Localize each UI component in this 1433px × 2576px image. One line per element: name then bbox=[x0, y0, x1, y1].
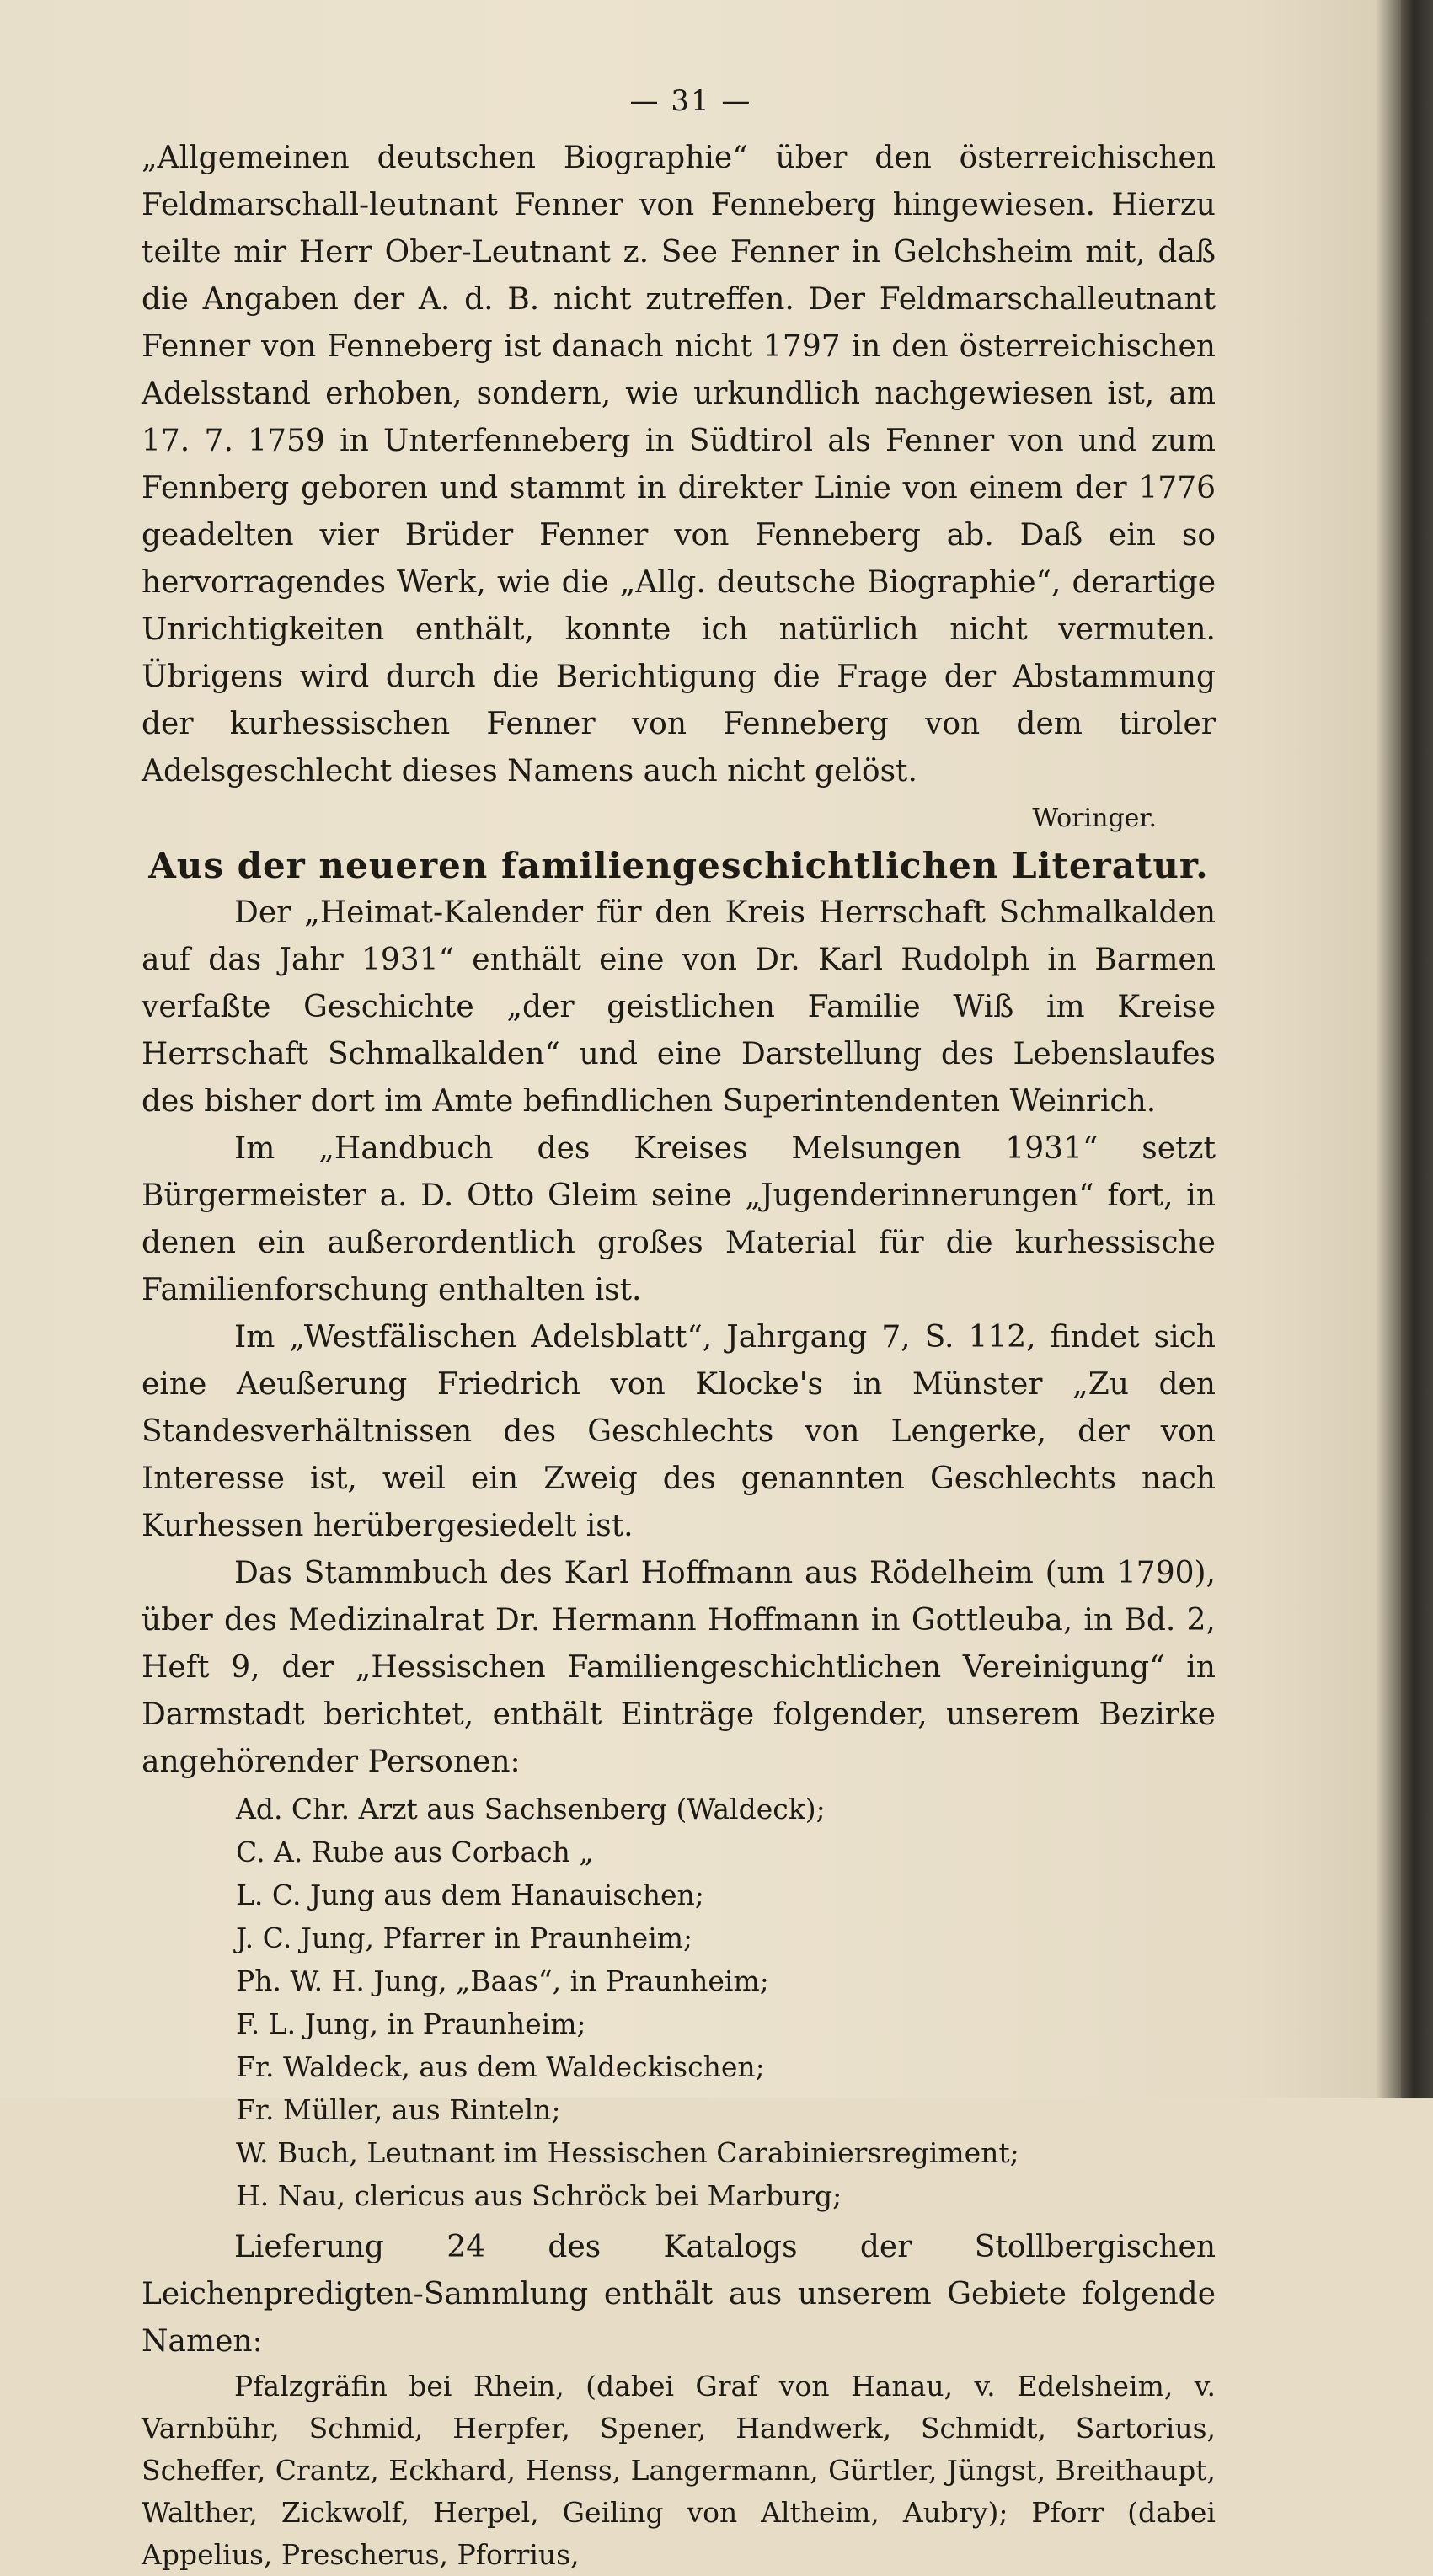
paragraph-heimat-kalender: Der „Heimat-Kalender für den Kreis Herrschaft Schmalkalden auf das Jahr 1931“ enthält eine von Dr. Karl Rudolph in Barmen verfaßte Geschichte „der geistlichen Familie Wiß im Kreise Herrschaft Schmalkalden“ und eine Darstellung des Lebenslaufes des bisher dort im Amte befindlichen Superintendenten Weinrich. bbox=[142, 895, 1216, 1119]
list-item: L. C. Jung aus dem Hanauischen; bbox=[236, 1879, 704, 1911]
list-item: Ad. Chr. Arzt aus Sachsenberg (Waldeck); bbox=[236, 1793, 826, 1825]
list-item: Fr. Müller, aus Rinteln; bbox=[236, 2093, 561, 2126]
list-item: Fr. Waldeck, aus dem Waldeckischen; bbox=[236, 2050, 765, 2083]
page-number: — 31 — bbox=[629, 84, 752, 118]
paragraph-handbuch: Im „Handbuch des Kreises Melsungen 1931“ setzt Bürgermeister a. D. Otto Gleim seine „Jugenderinnerungen“ fort, in denen ein außerordentlich großes Material für die kurhessische Familienforschung enthalten ist. bbox=[142, 1131, 1216, 1307]
list-item: J. C. Jung, Pfarrer in Praunheim; bbox=[236, 1921, 693, 1954]
persons-list bbox=[236, 1788, 1216, 2217]
list-item: C. A. Rube aus Corbach „ bbox=[236, 1836, 594, 1868]
paragraph-names: Pfalzgräfin bei Rhein, (dabei Graf von Hanau, v. Edelsheim, v. Varnbühr, Schmid, Herpfer, Spener, Handwerk, Schmidt, Sartorius, Scheffer, Crantz, Eckhard, Henss, Langermann, Gürtler, Jüngst, Breithaupt, Walther, Zickwolf, Herpel, Geiling von Altheim, Aubry); Pforr (dabei Appelius, Prescherus, Pforrius, bbox=[142, 2370, 1216, 2571]
list-item: H. Nau, clericus aus Schröck bei Marburg; bbox=[236, 2179, 842, 2212]
paragraph-stammbuch: Das Stammbuch des Karl Hoffmann aus Rödelheim (um 1790), über des Medizinalrat Dr. Hermann Hoffmann in Gottleuba, in Bd. 2, Heft 9, der „Hessischen Familiengeschichtlichen Vereinigung“ in Darmstadt berichtet, enthält Einträge folgender, unserem Bezirke angehörender Personen: bbox=[142, 1556, 1216, 1779]
paragraph-adelsblatt: Im „Westfälischen Adelsblatt“, Jahrgang 7, S. 112, findet sich eine Aeußerung Friedrich von Klocke's in Münster „Zu den Standesverhältnissen des Geschlechts von Lengerke, der von Interesse ist, weil ein Zweig des genannten Geschlechts nach Kurhessen herübergesiedelt ist. bbox=[142, 1320, 1216, 1543]
paragraph-leichenpredigten: Lieferung 24 des Katalogs der Stollbergischen Leichenpredigten-Sammlung enthält aus unserem Gebiete folgende Namen: bbox=[142, 2230, 1216, 2359]
list-item: F. L. Jung, in Praunheim; bbox=[236, 2007, 586, 2040]
list-item: Ph. W. H. Jung, „Baas“, in Praunheim; bbox=[236, 1964, 769, 1997]
list-item: W. Buch, Leutnant im Hessischen Carabiniersregiment; bbox=[236, 2136, 1019, 2169]
page-text bbox=[142, 135, 1216, 2576]
section-heading: Aus der neueren familiengeschichtlichen Literatur. bbox=[148, 845, 1209, 886]
signature: Woringer. bbox=[1032, 804, 1157, 833]
book-spine bbox=[1401, 0, 1433, 2098]
paragraph-fenner: „Allgemeinen deutschen Biographie“ über den österreichischen Feldmarschall-leutnant Fenner von Fenneberg hingewiesen. Hierzu teilte mir Herr Ober-Leutnant z. See Fenner in Gelchsheim mit, daß die Angaben der A. d. B. nicht zutreffen. Der Feldmarschalleutnant Fenner von Fenneberg ist danach nicht 1797 in den österreichischen Adelsstand erhoben, sondern, wie urkundlich nachgewiesen ist, am 17. 7. 1759 in Unterfenneberg in Südtirol als Fenner von und zum Fennberg geboren und stammt in direkter Linie von einem der 1776 geadelten vier Brüder Fenner von Fenneberg ab. Daß ein so hervorragendes Werk, wie die „Allg. deutsche Biographie“, derartige Unrichtigkeiten enthält, konnte ich natürlich nicht vermuten. Übrigens wird durch die Berichtigung die Frage der Abstammung der kurhessischen Fenner von Fenneberg von dem tiroler Adelsgeschlecht dieses Namens auch nicht gelöst. bbox=[142, 141, 1216, 788]
